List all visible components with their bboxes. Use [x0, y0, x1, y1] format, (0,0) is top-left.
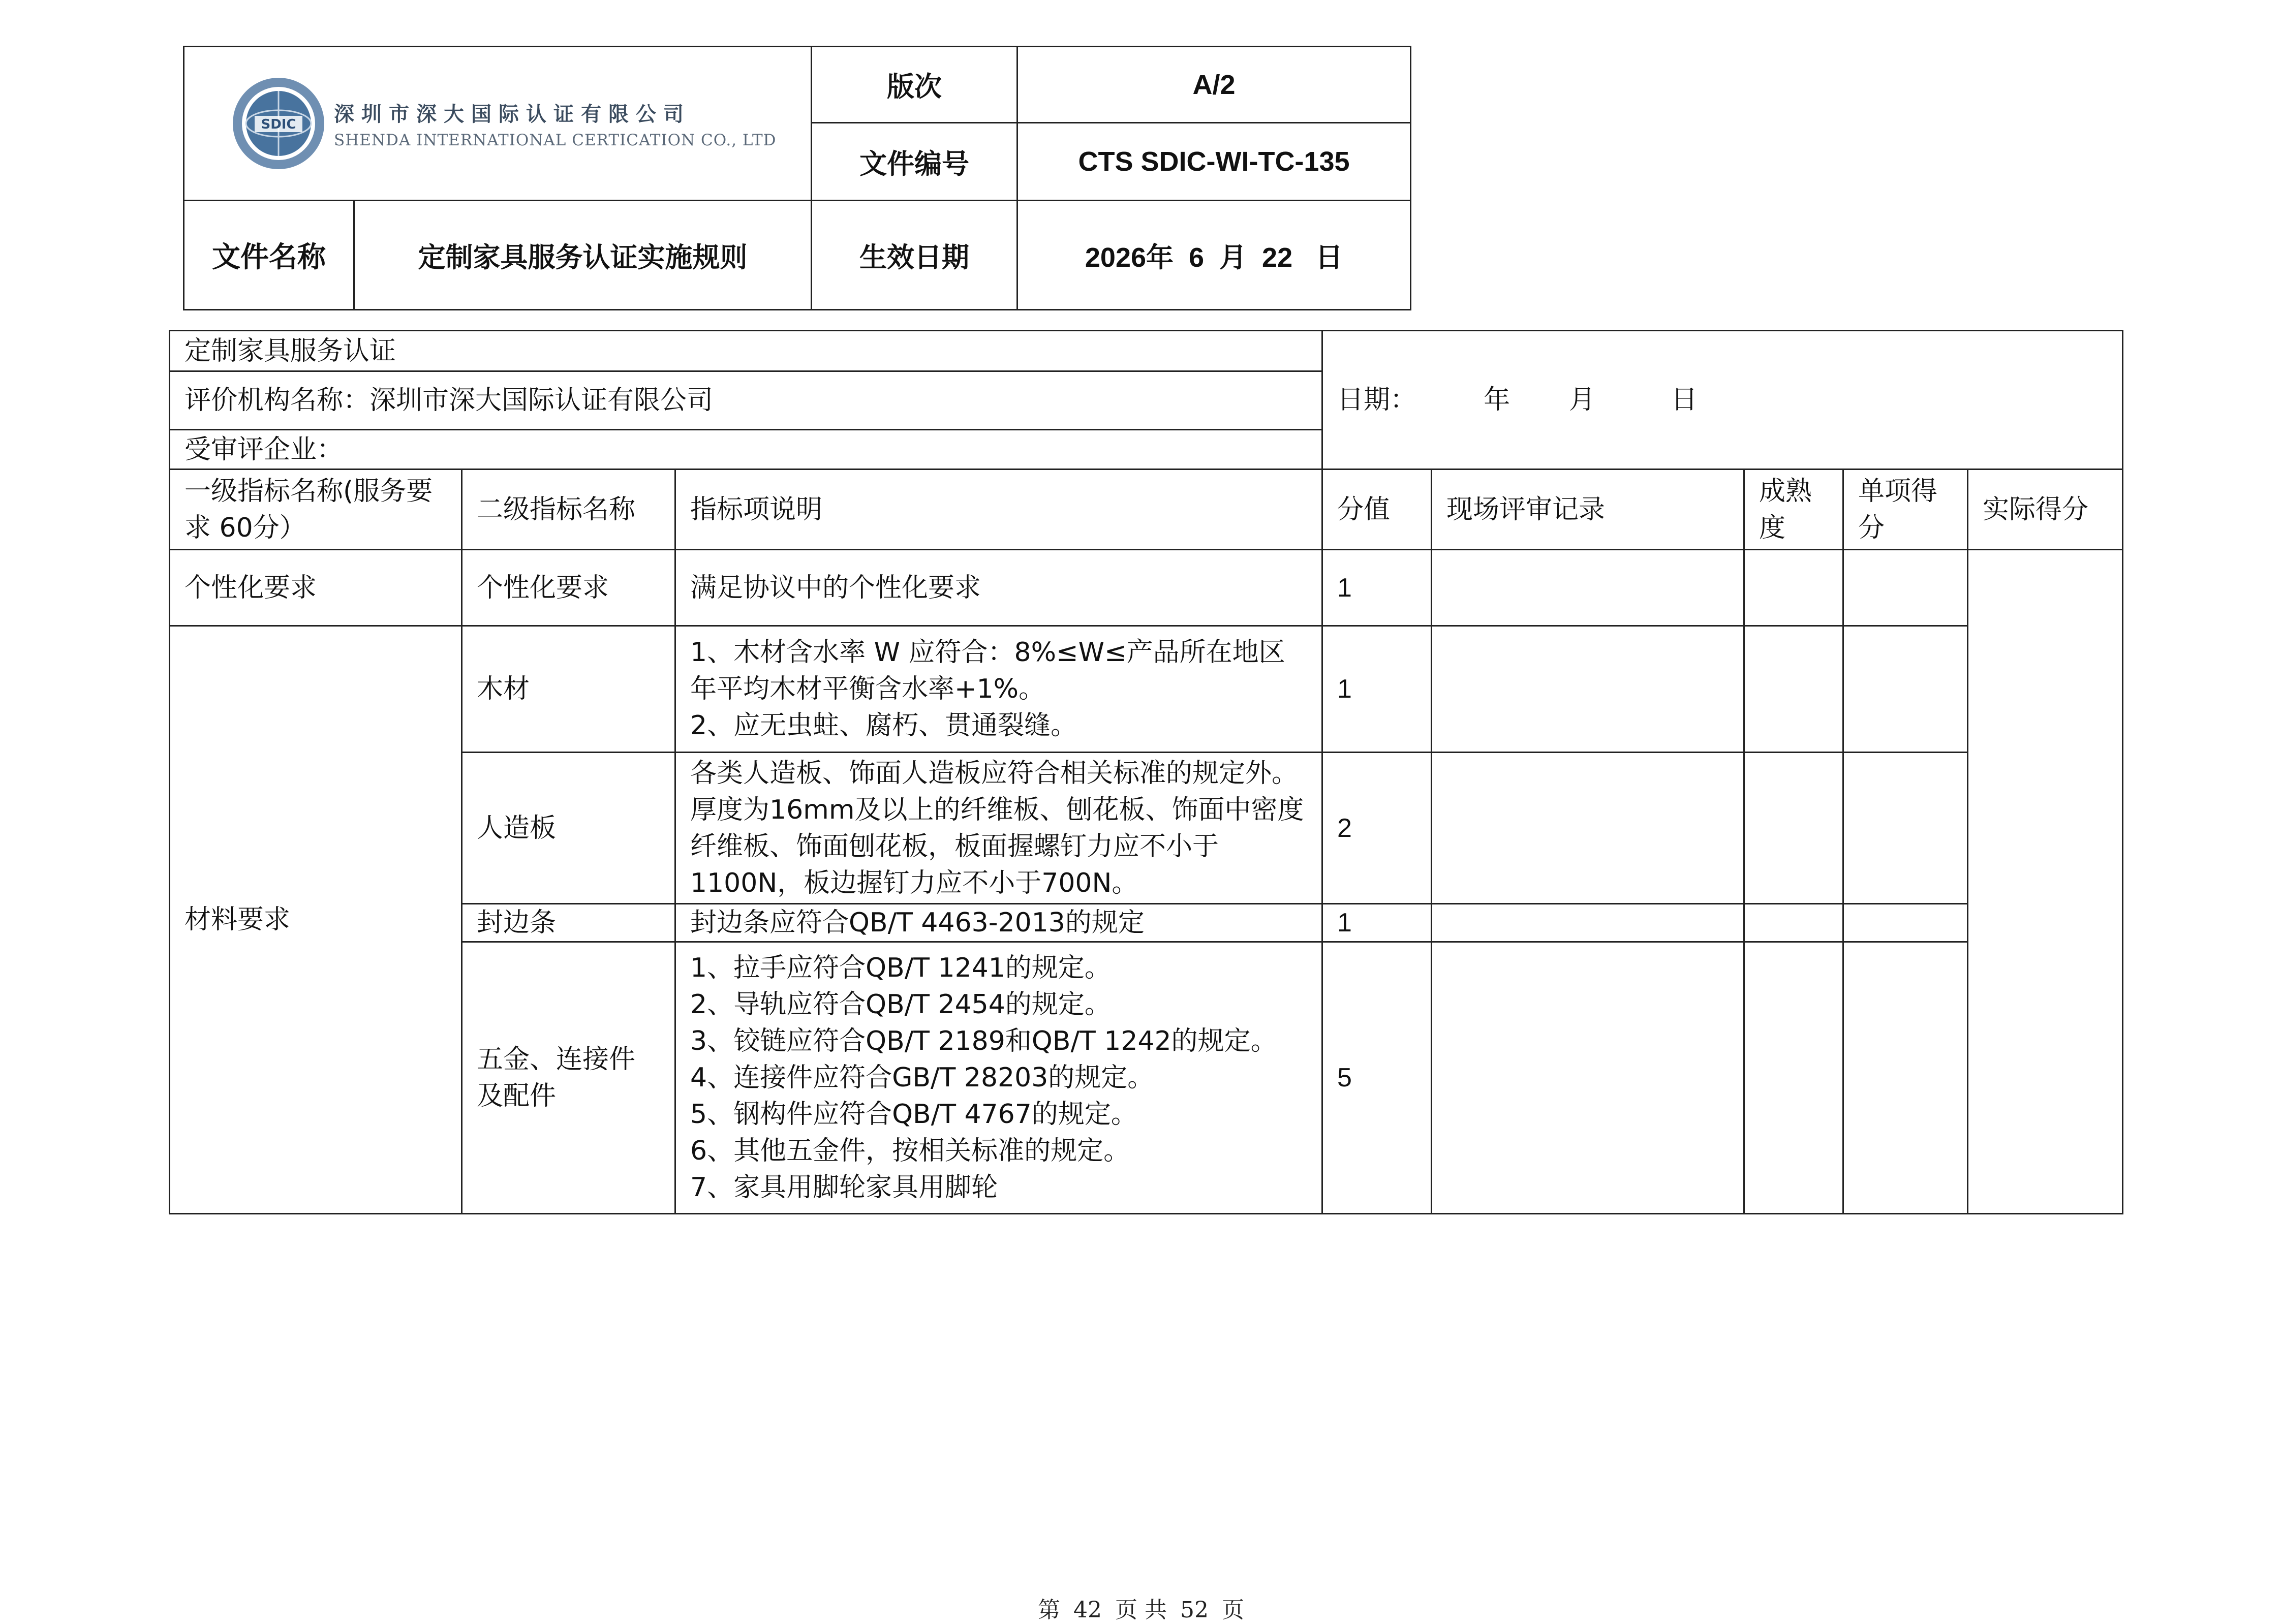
level2-cell: 木材	[462, 626, 675, 753]
item-score-cell[interactable]	[1843, 904, 1968, 942]
maturity-cell[interactable]	[1744, 550, 1843, 626]
table-row	[170, 942, 2123, 1214]
col-actual-header: 实际得分	[1968, 470, 2123, 550]
level2-cell: 五金、连接件及配件	[462, 942, 675, 1214]
table-row	[170, 904, 2123, 942]
item-score-cell[interactable]	[1843, 626, 1968, 753]
table-row	[170, 626, 2123, 753]
version-label: 版次	[812, 47, 1017, 123]
maturity-cell[interactable]	[1744, 942, 1843, 1214]
level1-cell: 个性化要求	[170, 550, 462, 626]
actual-score-cell[interactable]	[1968, 550, 2123, 1214]
evaluation-table	[169, 330, 2123, 1214]
col-item-score-header: 单项得分	[1843, 470, 1968, 550]
record-cell[interactable]	[1432, 626, 1744, 753]
desc-cell: 1、拉手应符合QB/T 1241的规定。 2、导轨应符合QB/T 2454的规定。 3、铰链应符合QB/T 2189和QB/T 1242的规定。 4、连接件应符合GB/T 28203的规定。 5、钢构件应符合QB/T 4767的规定。 6、其他五金件，按相关标准的规定。 7、家具用脚轮家具用脚轮	[675, 942, 1322, 1214]
page-mid: 页 共	[1115, 1597, 1167, 1623]
maturity-cell[interactable]	[1744, 904, 1843, 942]
col-score-header: 分值	[1322, 470, 1432, 550]
document-header-table	[183, 46, 1411, 310]
page-suffix: 页	[1222, 1597, 1244, 1623]
table-row	[170, 753, 2123, 904]
page-total: 52	[1180, 1597, 1209, 1623]
col-desc-header: 指标项说明	[675, 470, 1322, 550]
company-logo-icon	[230, 75, 327, 172]
page-footer	[0, 1591, 2282, 1624]
doc-number-value: CTS SDIC-WI-TC-135	[1017, 123, 1411, 201]
desc-cell: 满足协议中的个性化要求	[675, 550, 1322, 626]
effective-date-label: 生效日期	[812, 201, 1017, 310]
level2-cell: 个性化要求	[462, 550, 675, 626]
item-score-cell[interactable]	[1843, 753, 1968, 904]
level2-cell: 人造板	[462, 753, 675, 904]
col-maturity-header: 成熟度	[1744, 470, 1843, 550]
desc-cell: 1、木材含水率 W 应符合：8%≤W≤产品所在地区年平均木材平衡含水率+1%。 2、应无虫蛀、腐朽、贯通裂缝。	[675, 626, 1322, 753]
form-title: 定制家具服务认证	[170, 331, 1322, 371]
doc-name-label: 文件名称	[184, 201, 354, 310]
record-cell[interactable]	[1432, 550, 1744, 626]
score-cell: 1	[1322, 904, 1432, 942]
maturity-cell[interactable]	[1744, 753, 1843, 904]
col-level2-header: 二级指标名称	[462, 470, 675, 550]
date-cell: 日期： 年 月 日	[1322, 331, 2123, 470]
company-name-cn: 深圳市深大国际认证有限公司	[334, 102, 691, 126]
item-score-cell[interactable]	[1843, 942, 1968, 1214]
company-name-en: SHENDA INTERNATIONAL CERTICATION CO., LTD	[334, 131, 777, 149]
level2-cell: 封边条	[462, 904, 675, 942]
version-value: A/2	[1017, 47, 1411, 123]
level1-cell: 材料要求	[170, 626, 462, 1214]
score-cell: 5	[1322, 942, 1432, 1214]
record-cell[interactable]	[1432, 753, 1744, 904]
record-cell[interactable]	[1432, 904, 1744, 942]
company-logo-cell	[184, 47, 812, 201]
score-cell: 2	[1322, 753, 1432, 904]
page-current: 42	[1073, 1597, 1102, 1623]
score-cell: 1	[1322, 626, 1432, 753]
col-level1-header: 一级指标名称(服务要求 60分）	[170, 470, 462, 550]
evaluating-org: 评价机构名称：深圳市深大国际认证有限公司	[170, 371, 1322, 430]
doc-number-label: 文件编号	[812, 123, 1017, 201]
effective-date-value: 2026年 6 月 22 日	[1017, 201, 1411, 310]
record-cell[interactable]	[1432, 942, 1744, 1214]
maturity-cell[interactable]	[1744, 626, 1843, 753]
table-row	[170, 550, 2123, 626]
audited-company: 受审评企业：	[170, 430, 1322, 470]
col-record-header: 现场评审记录	[1432, 470, 1744, 550]
logo-text: SDIC	[261, 117, 296, 132]
doc-name-value: 定制家具服务认证实施规则	[354, 201, 812, 310]
desc-cell: 各类人造板、饰面人造板应符合相关标准的规定外。厚度为16mm及以上的纤维板、刨花板、饰面中密度纤维板、饰面刨花板，板面握螺钉力应不小于1100N，板边握钉力应不小于700N。	[675, 753, 1322, 904]
score-cell: 1	[1322, 550, 1432, 626]
desc-cell: 封边条应符合QB/T 4463-2013的规定	[675, 904, 1322, 942]
item-score-cell[interactable]	[1843, 550, 1968, 626]
page-prefix: 第	[1038, 1597, 1060, 1623]
